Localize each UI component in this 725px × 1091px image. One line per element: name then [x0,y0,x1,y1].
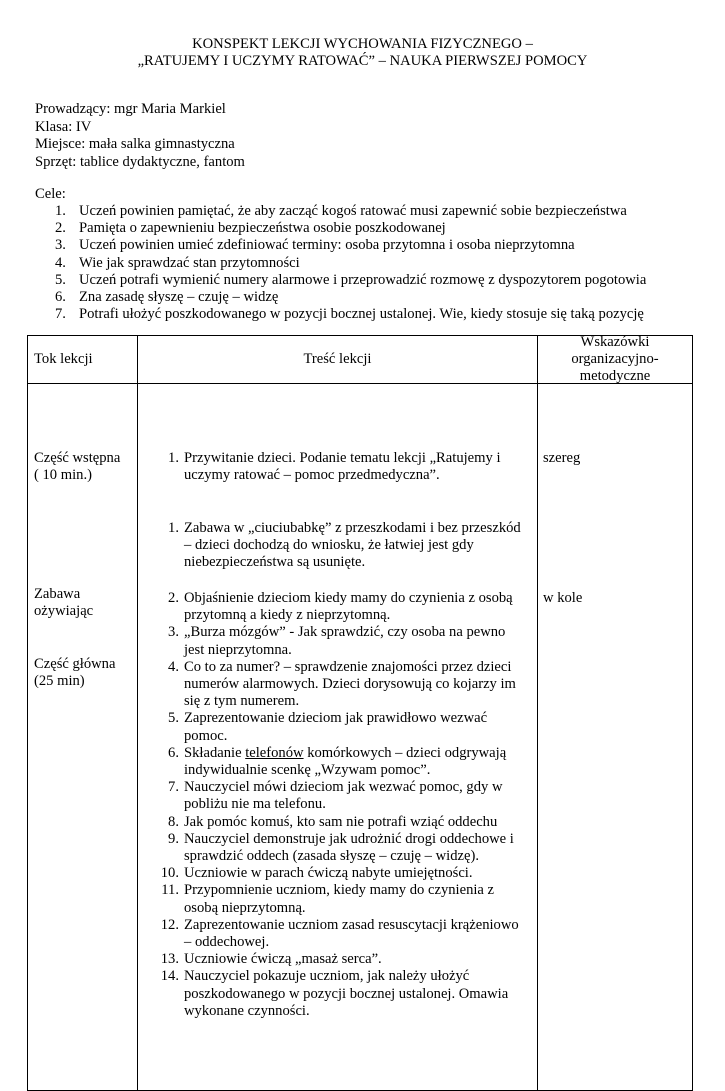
header-cell: Tok lekcji [28,336,138,384]
underlined-word: telefonów [245,744,304,761]
info-class: Klasa: IV [35,118,92,135]
lesson-table [27,335,693,1091]
info-equipment: Sprzęt: tablice dydaktyczne, fantom [35,153,245,170]
phase-column [28,384,138,1091]
list-item: 1. Zabawa w „ciuciubabkę” z przeszkodami i bez przeszkód – dzieci dochodzą do wniosku, że łatwiej jest gdy niebezpieczeństwa są usunięte. [168,520,521,571]
warmup-steps [138,520,529,590]
phase-intro: Część wstępna ( 10 min.) [34,450,121,484]
goal-item: 6. Zna zasadę słyszę – czuję – widzę [55,288,279,305]
list-item: 8. Jak pomóc komuś, kto sam nie potrafi wziąć oddechu [168,813,498,830]
list-item: 13. Uczniowie ćwiczą „masaż serca”. [160,951,382,968]
list-item: 14. Nauczyciel pokazuje uczniom, jak należy ułożyć poszkodowanego w pozycji bocznej ustalonej. Omawia wykonane czynności. [160,968,509,1019]
note-main: w kole [543,590,583,606]
list-item: 4. Co to za numer? – sprawdzenie znajomości przez dzieci numerów alarmowych. Dzieci dorysowują co kojarzy im się z tym numerem. [168,658,516,710]
list-item: 3. „Burza mózgów” - Jak sprawdzić, czy osoba na pewno jest nieprzytomna. [168,624,506,658]
info-place: Miejsce: mała salka gimnastyczna [35,136,235,152]
goals-list [35,203,646,323]
note-intro: szereg [543,450,581,466]
table-row [28,384,693,1091]
goals-label: Cele: [35,186,66,202]
phase-main: Część główna (25 min) [34,656,116,690]
header-cell: Treść lekcji [138,336,538,384]
list-item: 6. Składanie telefonów komórkowych – dzieci odgrywają indywidualnie scenkę „Wzywam pomoc”. [168,744,507,779]
list-item: 9. Nauczyciel demonstruje jak udrożnić drogi oddechowe i sprawdzić oddech (zasada słyszę – czuję – widzę). [168,830,514,865]
goal-item: 4. Wie jak sprawdzać stan przytomności [55,254,300,271]
phase-warmup: Zabawa ożywiając [34,586,94,620]
list-item: 5. Zaprezentowanie dzieciom jak prawidłowo wezwać pomoc. [168,710,488,744]
title-line-2: „RATUJEMY I UCZYMY RATOWAĆ” – NAUKA PIERWSZEJ POMOCY [137,53,588,69]
list-item: 1. Przywitanie dzieci. Podanie tematu lekcji „Ratujemy i uczymy ratować – pomoc przedmedyczna”. [168,450,501,484]
goal-item: 3. Uczeń powinien umieć zdefiniować terminy: osoba przytomna i osoba nieprzytomna [55,237,575,254]
notes-column [538,384,693,1091]
document-title [0,36,725,70]
goal-item: 7. Potrafi ułożyć poszkodowanego w pozycji bocznej ustalonej. Wie, kiedy stosuje się taką pozycję [55,306,644,323]
main-steps [138,590,529,1020]
goal-item: 2. Pamięta o zapewnieniu bezpieczeństwa osobie poszkodowanej [55,220,446,237]
list-item: 11. Przypomnienie uczniom, kiedy mamy do czynienia z osobą nieprzytomną. [161,882,495,916]
content-column [138,384,538,1091]
list-item: 7. Nauczyciel mówi dzieciom jak wezwać pomoc, gdy w pobliżu nie ma telefonu. [168,779,503,813]
list-item: 2. Objaśnienie dzieciom kiedy mamy do czynienia z osobą przytomną a kiedy z nieprzytomną. [168,590,513,624]
list-item: 10. Uczniowie w parach ćwiczą nabyte umiejętności. [160,865,473,882]
intro-steps [138,450,529,520]
lesson-info [35,101,245,171]
goal-item: 1. Uczeń powinien pamiętać, że aby zacząć kogoś ratować musi zapewnić sobie bezpieczeństwa [55,203,627,219]
header-cell: Wskazówki organizacyjno- metodyczne [538,336,693,384]
goal-item: 5. Uczeń potrafi wymienić numery alarmowe i przeprowadzić rozmowę z dyspozytorem pogotowia [55,271,647,288]
list-item: 12. Zaprezentowanie uczniom zasad resuscytacji krążeniowo – oddechowej. [160,916,519,951]
title-line-1: KONSPEKT LEKCJI WYCHOWANIA FIZYCZNEGO – [192,36,533,52]
table-header-row [28,336,693,384]
info-teacher: Prowadzący: mgr Maria Markiel [35,101,226,117]
